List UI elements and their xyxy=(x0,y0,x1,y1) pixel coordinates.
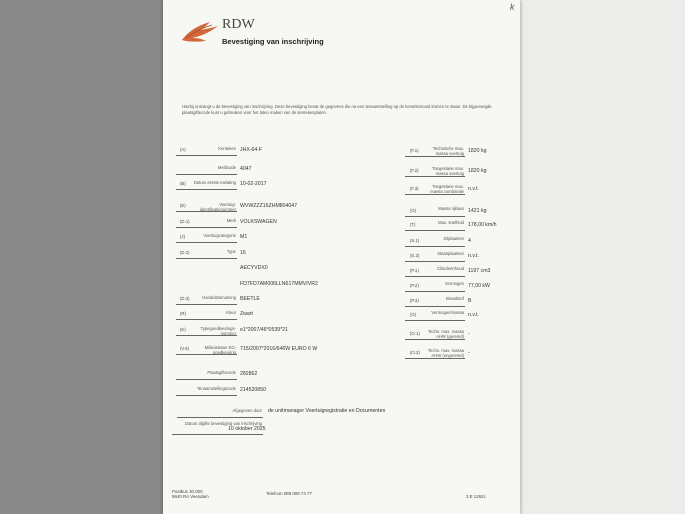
issuer-label: Afgegeven door xyxy=(232,408,262,413)
field-label: Plaatsgiftecode xyxy=(207,370,236,375)
field-label: Voertuigcategorie xyxy=(203,233,236,238)
field-code: (D.3) xyxy=(180,296,190,301)
field-label: Toegestane max. massa combinatie xyxy=(430,184,464,194)
field-underline xyxy=(405,320,465,321)
field-value: n.v.t. xyxy=(468,253,479,259)
field-underline xyxy=(405,339,465,340)
field-code: (R) xyxy=(180,311,186,316)
field-code: (D.1) xyxy=(180,219,190,224)
field-underline xyxy=(405,358,465,359)
field-code: (G) xyxy=(410,208,417,213)
field-label: Toegestane max. massa voertuig xyxy=(432,166,464,176)
field-code: (P.1) xyxy=(410,268,419,273)
background-right xyxy=(520,0,685,514)
field-code: (F.2) xyxy=(410,168,419,173)
field-code: (P.2) xyxy=(410,283,419,288)
field-underline xyxy=(176,335,237,336)
field-code: (O.2) xyxy=(410,350,420,355)
field-code: (T) xyxy=(410,222,416,227)
field-label: Type xyxy=(226,249,236,254)
field-code: (B) xyxy=(180,181,186,186)
field-value: 282862 xyxy=(240,371,258,377)
field-label: Zitplaatsen xyxy=(443,236,464,241)
field-label: Max. snelheid xyxy=(438,220,464,225)
field-value: M1 xyxy=(240,234,248,240)
field-underline xyxy=(176,379,237,380)
field-value: n.v.t. xyxy=(468,186,479,192)
field-code: (P.3) xyxy=(410,298,419,303)
field-value: 1197 cm3 xyxy=(468,268,491,274)
field-label: Brandstof xyxy=(446,296,464,301)
field-label: Kleur xyxy=(226,310,236,315)
field-code: (D.2) xyxy=(180,250,190,255)
field-label: Tenaamstellingscode xyxy=(196,386,236,391)
field-underline xyxy=(405,306,465,307)
field-value: 178,00 km/h xyxy=(468,222,497,228)
field-label: Handelsbenaming xyxy=(202,295,236,300)
field-value: Zwart xyxy=(240,311,253,317)
address-line-2: 9640 RA Veendam xyxy=(172,494,209,499)
page-title: Bevestiging van inschrijving xyxy=(222,37,324,46)
field-label: Cilinderinhoud xyxy=(437,266,464,271)
field-label: Milieuklasse EG-goedkeuring xyxy=(204,345,236,355)
issuer-value: de unitmanager Voertuigregistratie en Documenten xyxy=(268,408,386,414)
field-label: Vermogen/massa xyxy=(431,310,464,315)
field-code: (V.9) xyxy=(180,346,189,351)
issue-date-label: Datum afgifte bevestiging van inschrijving xyxy=(184,421,262,426)
field-value: 77,00 kW xyxy=(468,283,490,289)
issuer-underline xyxy=(177,417,263,418)
field-underline xyxy=(405,276,465,277)
footer-phone: Telefoon 088 008 74 77 xyxy=(266,491,312,496)
field-value: e1*2007/46*0539*21 xyxy=(240,327,288,333)
field-label: Meldcode xyxy=(217,165,236,170)
field-underline xyxy=(405,246,465,247)
field-label: Massa rijklaar xyxy=(438,206,464,211)
address-line-1: Postbus 30.000 xyxy=(172,489,203,494)
field-code: (G) xyxy=(410,312,417,317)
field-label: Typegoedkeurings-nummer xyxy=(200,326,236,336)
field-underline xyxy=(176,304,237,305)
field-value: 715/2007*2016/646W EURO 6 W xyxy=(240,346,318,352)
field-label: Voertuig-identificatienummer xyxy=(199,202,236,212)
field-value: JHX-64-F xyxy=(240,147,263,153)
field-value: 1820 kg xyxy=(468,168,487,174)
field-code: (S.1) xyxy=(410,238,420,243)
field-code: (J) xyxy=(180,234,186,239)
field-value: WVWZZZ16ZHM804047 xyxy=(240,203,298,209)
field-code: (A) xyxy=(180,147,186,152)
field-value: n.v.t. xyxy=(468,312,479,318)
field-underline xyxy=(176,395,237,396)
intro-text: Hierbij ontvangt u de bevestiging van inschrijving. Deze bevestiging bevat de gegevens die na een tenaamstelling op de kentekencard komen te staan. De bijgevoegde plaatsgiftecode kunt u gebruiken voor het laten maken van de kentekenplaten. xyxy=(182,104,492,115)
field-value: BEETLE xyxy=(240,296,260,302)
field-underline xyxy=(176,174,237,175)
rdw-logo-icon xyxy=(180,18,220,44)
field-underline xyxy=(176,211,237,212)
field-code: (E) xyxy=(180,203,186,208)
field-value: 4 xyxy=(468,238,471,244)
field-value: - xyxy=(468,350,470,356)
field-underline xyxy=(176,227,237,228)
field-label: Techn. max. massa AHW (geremd) xyxy=(427,329,464,339)
field-underline xyxy=(405,194,465,195)
field-value: 214520850 xyxy=(240,387,266,393)
field-underline xyxy=(176,189,237,190)
field-underline xyxy=(405,216,465,217)
field-label: Kenteken xyxy=(218,146,236,151)
field-value: 4047 xyxy=(240,166,252,172)
field-value: VOLKSWAGEN xyxy=(240,219,277,225)
field-underline xyxy=(176,319,237,320)
field-value: - xyxy=(468,331,470,337)
field-label: Vermogen xyxy=(444,281,464,286)
field-label: Staanplaatsen xyxy=(437,251,464,256)
field-underline xyxy=(405,261,465,262)
footer-form-code: 3 E 1262c xyxy=(466,494,486,499)
field-value: AECYVDX0 xyxy=(240,265,268,271)
field-underline xyxy=(405,291,465,292)
footer-address xyxy=(172,489,209,499)
field-underline xyxy=(405,156,465,157)
field-underline xyxy=(176,354,237,355)
field-code: (F.3) xyxy=(410,186,419,191)
field-label: Datum eerste toelating xyxy=(193,180,236,185)
field-code: (K) xyxy=(180,327,186,332)
field-value: 1421 kg xyxy=(468,208,487,214)
issue-date-underline xyxy=(172,434,263,435)
field-label: Techn. max. massa AHW (ongeremd) xyxy=(427,348,464,358)
field-label: Technische max. massa voertuig xyxy=(432,146,464,156)
field-value: 16 xyxy=(240,250,246,256)
field-underline xyxy=(176,242,237,243)
field-underline xyxy=(405,230,465,231)
handwritten-mark: k xyxy=(510,2,515,12)
brand-name: RDW xyxy=(222,17,255,32)
field-underline xyxy=(176,258,237,259)
background-left xyxy=(0,0,163,514)
field-label: Merk xyxy=(226,218,236,223)
issue-date-value: 10 oktober 2025 xyxy=(228,426,266,432)
field-underline xyxy=(176,155,237,156)
field-underline xyxy=(405,176,465,177)
field-code: (F.1) xyxy=(410,148,419,153)
field-code: (S.2) xyxy=(410,253,420,258)
field-value: B xyxy=(468,298,472,304)
field-value: FD7FD7AM006LLN617MMVIVR2 xyxy=(240,281,318,287)
field-value: 1820 kg xyxy=(468,148,487,154)
field-value: 10-02-2017 xyxy=(240,181,267,187)
field-code: (O.1) xyxy=(410,331,420,336)
document-page xyxy=(163,0,520,514)
